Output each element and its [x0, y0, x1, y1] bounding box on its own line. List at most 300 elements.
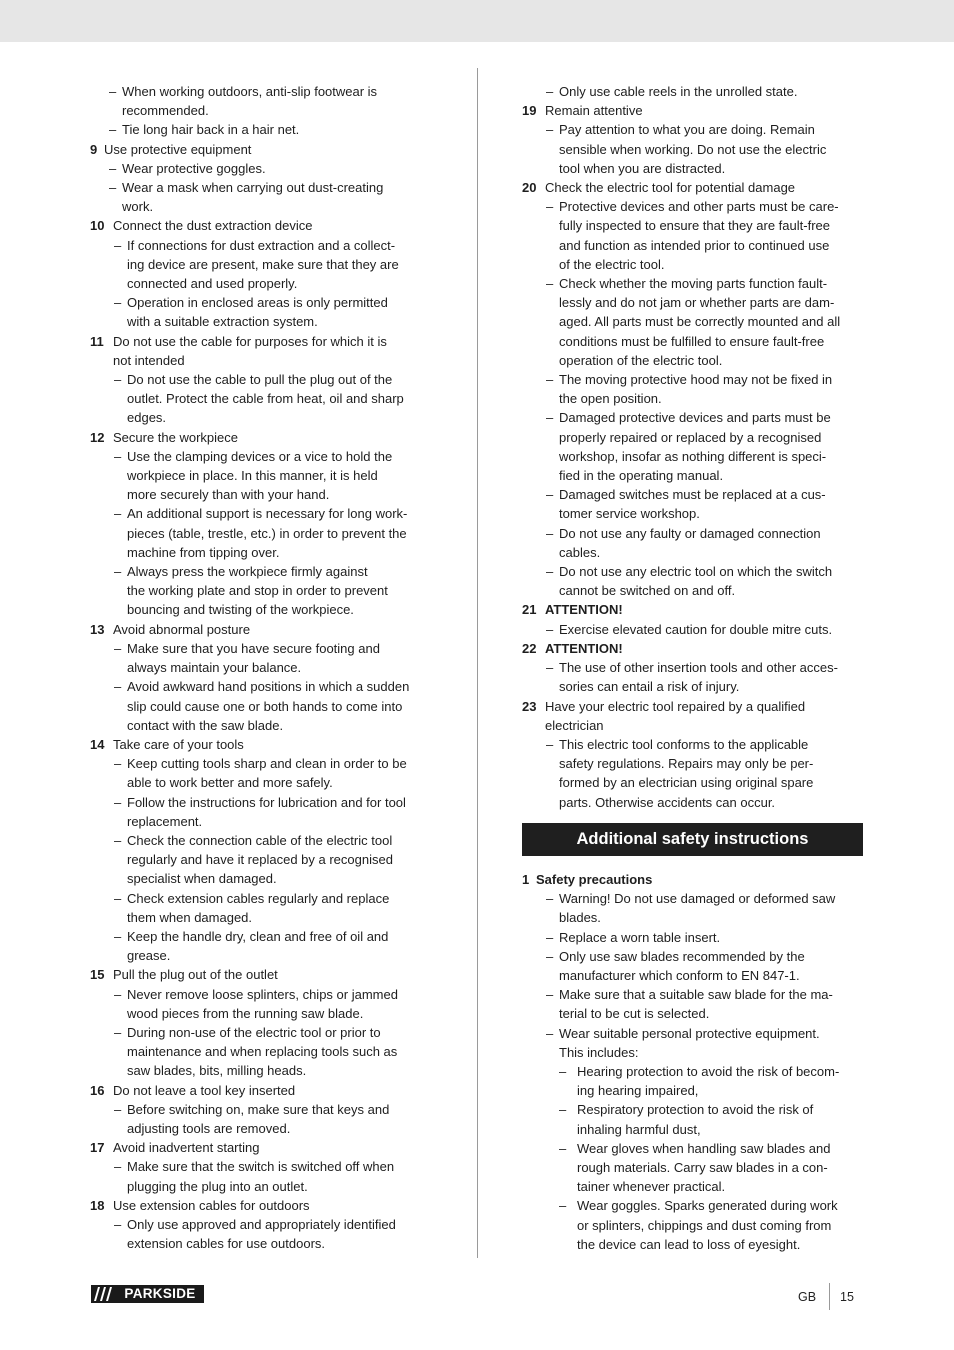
right-column	[522, 82, 865, 812]
heading-text: Connect the dust extraction device	[113, 218, 313, 234]
bullet-item	[90, 639, 436, 658]
item-number: 13	[90, 621, 105, 637]
bullet-text: This electric tool conforms to the applicable	[559, 736, 809, 752]
bullet-item	[522, 889, 865, 908]
dash-bullet-icon: –	[114, 506, 122, 522]
bullet-continuation	[90, 658, 436, 677]
item-number: 21	[522, 602, 537, 618]
bullet-continuation	[90, 1004, 436, 1023]
bullet-continuation	[90, 600, 436, 619]
bullet-text: Check the connection cable of the electric tool	[127, 832, 393, 848]
bullet-text: grease.	[127, 948, 171, 964]
dash-bullet-icon: –	[114, 1101, 122, 1117]
bullet-item	[522, 1024, 865, 1043]
bullet-text: sories can entail a risk of injury.	[559, 679, 740, 695]
item-number: 10	[90, 218, 105, 234]
bullet-text: Warning! Do not use damaged or deformed saw	[559, 891, 836, 907]
bullet-item	[90, 447, 436, 466]
heading-text: Do not leave a tool key inserted	[113, 1082, 296, 1098]
item-number: 20	[522, 180, 537, 196]
numbered-heading	[90, 620, 436, 639]
heading-text: Avoid inadvertent starting	[113, 1140, 260, 1156]
bullet-text: more securely than with your hand.	[127, 487, 330, 503]
bullet-continuation	[90, 1061, 436, 1080]
bullet-continuation	[90, 485, 436, 504]
bullet-continuation	[522, 255, 865, 274]
bullet-text: ing device are present, make sure that they are	[127, 256, 399, 272]
bullet-text: Protective devices and other parts must be care-	[559, 199, 839, 215]
footer-separator	[829, 1283, 830, 1310]
bullet-text: Make sure that the switch is switched off when	[127, 1159, 395, 1175]
right-column-lower	[522, 870, 865, 1254]
bullet-text: Do not use the cable to pull the plug out of the	[127, 372, 393, 388]
heading-text: Use protective equipment	[104, 141, 252, 157]
bullet-text: Before switching on, make sure that keys and	[127, 1101, 390, 1117]
item-number: 16	[90, 1082, 105, 1098]
bullet-item	[90, 562, 436, 581]
bullet-continuation	[522, 754, 865, 773]
bullet-continuation	[90, 697, 436, 716]
column-divider	[477, 68, 478, 1258]
item-number: 11	[90, 333, 104, 349]
dash-bullet-icon: –	[114, 237, 122, 253]
dash-bullet-icon: –	[114, 756, 122, 772]
bullet-text: Operation in enclosed areas is only permitted	[127, 295, 388, 311]
bullet-continuation	[90, 812, 436, 831]
bullet-text: blades.	[559, 910, 601, 926]
dash-bullet-icon: –	[114, 448, 122, 464]
bullet-continuation	[90, 1119, 436, 1138]
bullet-text: fied in the operating manual.	[559, 468, 724, 484]
bullet-continuation	[522, 1216, 865, 1235]
numbered-heading	[90, 332, 436, 351]
bullet-continuation	[522, 351, 865, 370]
bullet-continuation	[522, 428, 865, 447]
bullet-text: workpiece in place. In this manner, it is held	[127, 468, 378, 484]
bullet-text: rough materials. Carry saw blades in a con-	[577, 1160, 828, 1176]
bullet-continuation	[522, 1004, 865, 1023]
numbered-heading	[90, 1138, 436, 1157]
dash-bullet-icon: –	[114, 1159, 122, 1175]
dash-bullet-icon: –	[114, 679, 122, 695]
bullet-item	[90, 793, 436, 812]
item-number: 14	[90, 736, 105, 752]
bullet-text: connected and used properly.	[127, 276, 298, 292]
item-number: 17	[90, 1140, 105, 1156]
bullet-text: pieces (table, trestle, etc.) in order to prevent the	[127, 525, 407, 541]
bullet-continuation	[90, 716, 436, 735]
bullet-text: Never remove loose splinters, chips or jammed	[127, 986, 398, 1002]
numbered-heading	[522, 178, 865, 197]
bullet-text: If connections for dust extraction and a collect-	[127, 237, 396, 253]
brand-name: PARKSIDE	[124, 1286, 196, 1301]
bullet-item	[522, 1139, 865, 1158]
bullet-item	[522, 485, 865, 504]
item-number: 1	[522, 872, 530, 887]
bullet-item	[522, 408, 865, 427]
heading-text: Take care of your tools	[113, 736, 244, 752]
bullet-continuation	[90, 543, 436, 562]
bullet-text: Always press the workpiece firmly against	[127, 564, 368, 580]
bullet-item	[90, 985, 436, 1004]
bullet-text: terial to be cut is selected.	[559, 1006, 710, 1022]
bullet-item	[522, 1100, 865, 1119]
bullet-text: able to work better and more safely.	[127, 775, 333, 791]
bullet-text: Damaged switches must be replaced at a cus-	[559, 487, 826, 503]
dash-bullet-icon: –	[546, 410, 554, 426]
bullet-text: Keep cutting tools sharp and clean in order to be	[127, 756, 407, 772]
bullet-item	[90, 370, 436, 389]
bullet-text: Keep the handle dry, clean and free of oil and	[127, 928, 389, 944]
bullet-continuation	[90, 466, 436, 485]
bullet-text: properly repaired or replaced by a recognised	[559, 429, 822, 445]
item-number: 18	[90, 1197, 105, 1213]
bullet-text: Follow the instructions for lubrication and for tool	[127, 794, 406, 810]
logo-stripes-icon	[91, 1285, 116, 1303]
language-code: GB	[798, 1290, 817, 1304]
bullet-item	[90, 677, 436, 696]
bullet-text: machine from tipping over.	[127, 544, 280, 560]
top-band	[0, 0, 954, 42]
bullet-continuation	[90, 773, 436, 792]
dash-bullet-icon: –	[546, 564, 554, 580]
bullet-continuation	[90, 408, 436, 427]
heading-text: Do not use the cable for purposes for which it is	[113, 333, 387, 349]
bullet-item	[522, 735, 865, 754]
bullet-continuation	[90, 1177, 436, 1196]
bullet-text: maintenance and when replacing tools such as	[127, 1044, 398, 1060]
bullet-text: Wear gloves when handling saw blades and	[577, 1140, 831, 1156]
bullet-item	[90, 293, 436, 312]
numbered-heading	[90, 1081, 436, 1100]
bullet-text: plugging the plug into an outlet.	[127, 1178, 308, 1194]
heading-text: Remain attentive	[545, 103, 643, 119]
bullet-item	[522, 658, 865, 677]
bullet-text: them when damaged.	[127, 909, 253, 925]
bullet-text: or splinters, chippings and dust coming from	[577, 1217, 832, 1233]
bullet-continuation	[522, 140, 865, 159]
bullet-continuation	[522, 504, 865, 523]
dash-bullet-icon: –	[559, 1198, 567, 1214]
bullet-continuation	[522, 1081, 865, 1100]
bullet-text: sensible when working. Do not use the electric	[559, 141, 827, 157]
bullet-text: contact with the saw blade.	[127, 717, 284, 733]
bullet-item	[522, 524, 865, 543]
bullet-text: Only use saw blades recommended by the	[559, 948, 805, 964]
bullet-continuation	[522, 293, 865, 312]
bullet-item	[522, 82, 865, 101]
bullet-text: formed by an electrician using original spare	[559, 775, 814, 791]
dash-bullet-icon: –	[546, 199, 554, 215]
bullet-text: Wear protective goggles.	[122, 160, 266, 176]
dash-bullet-icon: –	[114, 928, 122, 944]
bullet-text: specialist when damaged.	[127, 871, 277, 887]
dash-bullet-icon: –	[559, 1102, 567, 1118]
section-banner	[522, 823, 863, 856]
bullet-item	[90, 1215, 436, 1234]
page-number: 15	[840, 1290, 854, 1304]
bullet-text: adjusting tools are removed.	[127, 1120, 291, 1136]
bullet-text: cables.	[559, 544, 601, 560]
heading-text: Secure the workpiece	[113, 429, 239, 445]
bullet-item	[90, 1100, 436, 1119]
bullet-continuation	[522, 466, 865, 485]
bullet-text: not intended	[113, 352, 185, 368]
bullet-text: Do not use any faulty or damaged connection	[559, 525, 821, 541]
dash-bullet-icon: –	[114, 1024, 122, 1040]
bullet-continuation	[522, 716, 865, 735]
bullet-text: Replace a worn table insert.	[559, 929, 721, 945]
bullet-text: Avoid awkward hand positions in which a sudden	[127, 679, 410, 695]
item-number: 9	[90, 141, 98, 157]
bullet-item	[90, 1023, 436, 1042]
dash-bullet-icon: –	[114, 1216, 122, 1232]
bullet-continuation	[90, 255, 436, 274]
dash-bullet-icon: –	[546, 736, 554, 752]
numbered-heading	[522, 697, 865, 716]
bullet-continuation	[90, 351, 436, 370]
dash-bullet-icon: –	[546, 487, 554, 503]
item-number: 19	[522, 103, 537, 119]
bullet-item	[522, 370, 865, 389]
item-number: 23	[522, 698, 537, 714]
bullet-text: workshop, insofar as nothing different is speci-	[559, 448, 827, 464]
bullet-text: Pay attention to what you are doing. Remain	[559, 122, 815, 138]
heading-text: ATTENTION!	[545, 602, 623, 618]
bullet-text: Wear suitable personal protective equipment.	[559, 1025, 820, 1041]
bullet-item	[522, 197, 865, 216]
dash-bullet-icon: –	[546, 84, 554, 99]
numbered-heading	[522, 600, 865, 619]
bullet-text: Damaged protective devices and parts must be	[559, 410, 831, 426]
bullet-text: Hearing protection to avoid the risk of becom-	[577, 1064, 840, 1080]
bullet-continuation	[522, 677, 865, 696]
bullet-text: Respiratory protection to avoid the risk of	[577, 1102, 814, 1118]
bullet-item	[90, 236, 436, 255]
dash-bullet-icon: –	[114, 640, 122, 656]
dash-bullet-icon: –	[114, 890, 122, 906]
bullet-item	[90, 927, 436, 946]
dash-bullet-icon: –	[546, 929, 554, 945]
bullet-text: replacement.	[127, 813, 203, 829]
bullet-item	[522, 985, 865, 1004]
numbered-heading	[522, 101, 865, 120]
dash-bullet-icon: –	[546, 372, 554, 388]
bullet-text: the open position.	[559, 391, 662, 407]
bullet-text: extension cables for use outdoors.	[127, 1236, 326, 1252]
dash-bullet-icon: –	[546, 891, 554, 907]
bullet-item	[90, 178, 436, 197]
bullet-continuation	[90, 274, 436, 293]
bullet-text: slip could cause one or both hands to come into	[127, 698, 403, 714]
bullet-continuation	[522, 236, 865, 255]
item-number: 22	[522, 640, 537, 656]
dash-bullet-icon: –	[559, 1064, 567, 1080]
bullet-continuation	[522, 793, 865, 812]
bullet-continuation	[90, 850, 436, 869]
bullet-text: ing hearing impaired,	[577, 1083, 699, 1099]
bullet-item	[90, 120, 436, 139]
bullet-text: of the electric tool.	[559, 256, 665, 272]
bullet-text: and function as intended prior to continued use	[559, 237, 830, 253]
bullet-continuation	[90, 101, 436, 120]
bullet-item	[90, 889, 436, 908]
dash-bullet-icon: –	[559, 1140, 567, 1156]
bullet-text: manufacturer which conform to EN 847-1.	[559, 968, 800, 984]
dash-bullet-icon: –	[114, 295, 122, 311]
bullet-continuation	[522, 312, 865, 331]
bullet-text: edges.	[127, 410, 167, 426]
bullet-text: Only use cable reels in the unrolled state.	[559, 84, 798, 99]
bullet-item	[90, 754, 436, 773]
dash-bullet-icon: –	[109, 180, 117, 196]
bullet-item	[522, 620, 865, 639]
bullet-text: wood pieces from the running saw blade.	[127, 1005, 364, 1021]
numbered-heading	[90, 735, 436, 754]
bullet-text: Exercise elevated caution for double mitre cuts.	[559, 621, 833, 637]
bullet-continuation	[522, 1235, 865, 1254]
dash-bullet-icon: –	[114, 832, 122, 848]
bullet-continuation	[90, 312, 436, 331]
bullet-text: the working plate and stop in order to prevent	[127, 583, 388, 599]
bullet-text: Wear a mask when carrying out dust-creating	[122, 180, 384, 196]
bullet-continuation	[90, 1234, 436, 1253]
dash-bullet-icon: –	[546, 276, 554, 292]
bullet-text: During non-use of the electric tool or prior to	[127, 1024, 381, 1040]
bullet-continuation	[522, 1043, 865, 1062]
bullet-continuation	[90, 946, 436, 965]
bullet-text: Do not use any electric tool on which the switch	[559, 564, 833, 580]
bullet-continuation	[90, 524, 436, 543]
dash-bullet-icon: –	[546, 621, 554, 637]
dash-bullet-icon: –	[546, 948, 554, 964]
bullet-text: recommended.	[122, 103, 209, 119]
bullet-item	[522, 928, 865, 947]
bullet-text: Use the clamping devices or a vice to hold the	[127, 448, 393, 464]
bullet-text: Make sure that a suitable saw blade for the ma-	[559, 987, 833, 1003]
dash-bullet-icon: –	[109, 122, 117, 138]
bullet-text: parts. Otherwise accidents can occur.	[559, 794, 776, 810]
bullet-continuation	[90, 581, 436, 600]
bullet-text: aged. All parts must be correctly mounted and all	[559, 314, 841, 330]
numbered-heading	[522, 639, 865, 658]
bullet-continuation	[522, 216, 865, 235]
bullet-continuation	[90, 869, 436, 888]
bullet-item	[90, 159, 436, 178]
section-banner-title: Additional safety instructions	[576, 830, 809, 848]
heading-text: Have your electric tool repaired by a qualified	[545, 698, 806, 714]
dash-bullet-icon: –	[114, 986, 122, 1002]
dash-bullet-icon: –	[114, 372, 122, 388]
bullet-text: work.	[122, 199, 154, 215]
numbered-heading	[90, 965, 436, 984]
bullet-item	[522, 1196, 865, 1215]
bullet-continuation	[522, 1177, 865, 1196]
bullet-continuation	[90, 908, 436, 927]
heading-text: Safety precautions	[536, 872, 653, 887]
bullet-text: When working outdoors, anti-slip footwear is	[122, 84, 378, 99]
bullet-text: always maintain your balance.	[127, 660, 302, 676]
bullet-continuation	[90, 1042, 436, 1061]
bullet-text: conditions must be fulfilled to ensure fault-free	[559, 333, 825, 349]
heading-text: Pull the plug out of the outlet	[113, 967, 278, 983]
bullet-text: lessly and do not jam or whether parts are dam-	[559, 295, 835, 311]
bullet-text: operation of the electric tool.	[559, 352, 723, 368]
bullet-item	[522, 120, 865, 139]
bullet-item	[90, 831, 436, 850]
bullet-item	[522, 562, 865, 581]
brand-logo	[91, 1285, 204, 1303]
dash-bullet-icon: –	[109, 160, 117, 176]
heading-text: Check the electric tool for potential damage	[545, 180, 796, 196]
bullet-text: The moving protective hood may not be fixed in	[559, 372, 833, 388]
bullet-text: Tie long hair back in a hair net.	[122, 122, 300, 138]
bullet-continuation	[522, 543, 865, 562]
bullet-continuation	[522, 773, 865, 792]
left-column	[90, 82, 436, 1253]
bullet-item	[90, 1157, 436, 1176]
heading-text: Use extension cables for outdoors	[113, 1197, 310, 1213]
bullet-text: bouncing and twisting of the workpiece.	[127, 602, 354, 618]
numbered-heading	[90, 216, 436, 235]
heading-text: ATTENTION!	[545, 640, 623, 656]
dash-bullet-icon: –	[109, 84, 117, 99]
bullet-text: saw blades, bits, milling heads.	[127, 1063, 307, 1079]
bullet-text: tool when you are distracted.	[559, 160, 726, 176]
bullet-text: The use of other insertion tools and other acces-	[559, 660, 838, 676]
bullet-text: regularly and have it replaced by a recognised	[127, 852, 393, 868]
bullet-text: with a suitable extraction system.	[127, 314, 318, 330]
dash-bullet-icon: –	[546, 122, 554, 138]
bullet-text: An additional support is necessary for long work-	[127, 506, 408, 522]
bullet-text: safety regulations. Repairs may only be per-	[559, 756, 814, 772]
bullet-text: electrician	[545, 717, 604, 733]
dash-bullet-icon: –	[114, 794, 122, 810]
bullet-text: Make sure that you have secure footing and	[127, 640, 380, 656]
bullet-item	[522, 947, 865, 966]
bullet-text: tainer whenever practical.	[577, 1179, 726, 1195]
bullet-text: fully inspected to ensure that they are fault-free	[559, 218, 830, 234]
bullet-item	[90, 82, 436, 101]
bullet-item	[90, 504, 436, 523]
numbered-heading	[90, 140, 436, 159]
heading-text: Avoid abnormal posture	[113, 621, 251, 637]
bullet-continuation	[522, 1158, 865, 1177]
bullet-continuation	[522, 1120, 865, 1139]
bullet-continuation	[522, 447, 865, 466]
bullet-continuation	[522, 159, 865, 178]
bullet-text: tomer service workshop.	[559, 506, 700, 522]
bullet-text: This includes:	[559, 1044, 639, 1060]
bullet-text: Wear goggles. Sparks generated during work	[577, 1198, 838, 1214]
bullet-text: Only use approved and appropriately identified	[127, 1216, 396, 1232]
bullet-text: cannot be switched on and off.	[559, 583, 736, 599]
numbered-heading	[90, 428, 436, 447]
bullet-continuation	[522, 332, 865, 351]
bullet-continuation	[90, 389, 436, 408]
bullet-text: the device can lead to loss of eyesight.	[577, 1236, 801, 1252]
bullet-continuation	[522, 581, 865, 600]
bullet-text: Check whether the moving parts function fault-	[559, 276, 828, 292]
bullet-continuation	[90, 197, 436, 216]
item-number: 15	[90, 967, 105, 983]
bullet-text: Check extension cables regularly and replace	[127, 890, 390, 906]
bullet-continuation	[522, 389, 865, 408]
numbered-heading	[90, 1196, 436, 1215]
bullet-item	[522, 1062, 865, 1081]
bullet-text: outlet. Protect the cable from heat, oil and sharp	[127, 391, 404, 407]
dash-bullet-icon: –	[546, 525, 554, 541]
